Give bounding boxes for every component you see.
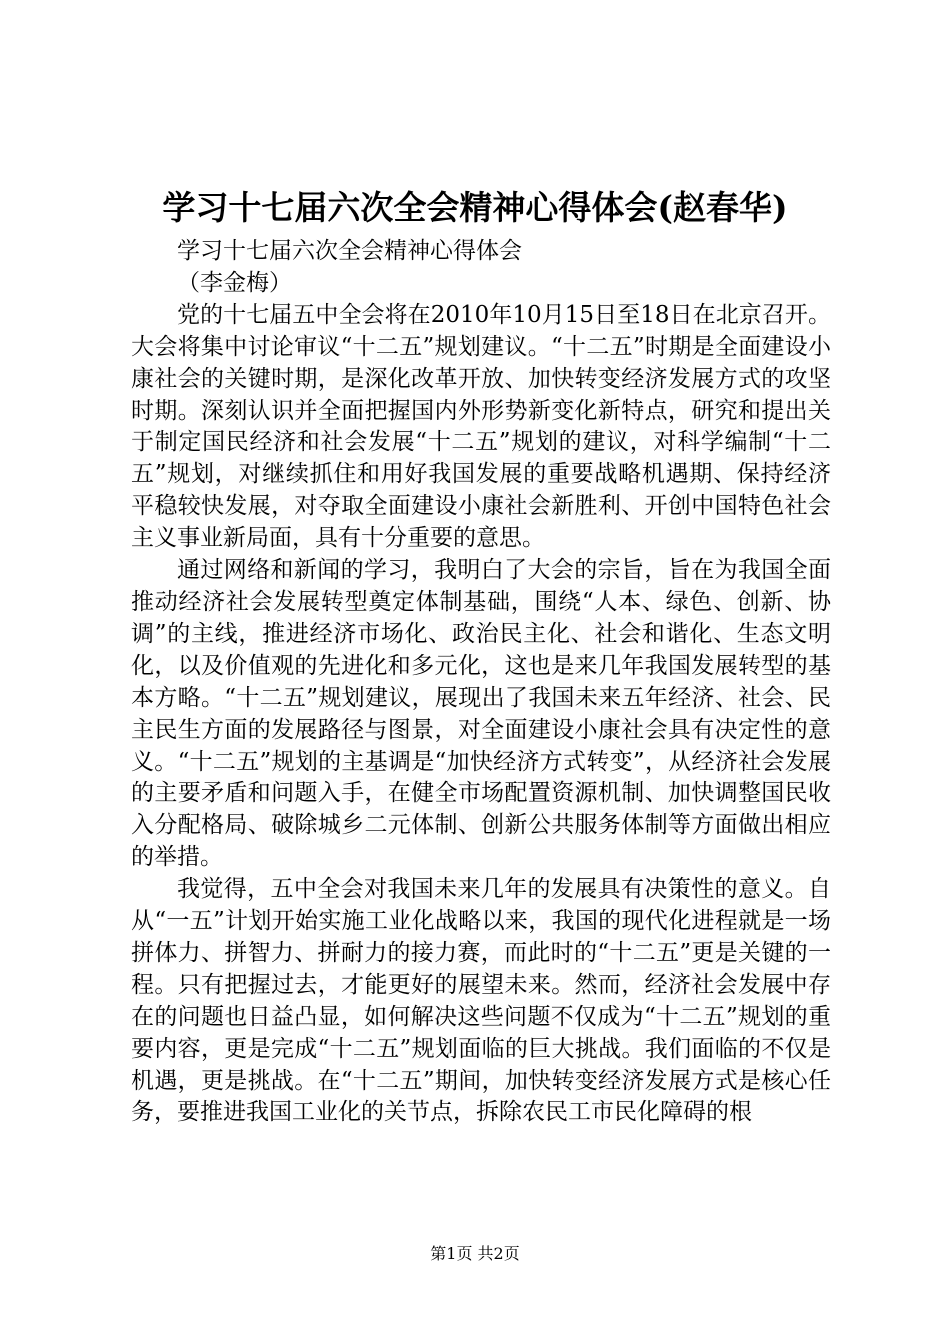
paragraph-1: 党的十七届五中全会将在2010年10月15日至18日在北京召开。大会将集中讨论审议“十二五”规划建议。“十二五”时期是全面建设小康社会的关键时期，是深化改革开放、加快转变经济发展方式的攻坚时期。深刻认识并全面把握国内外形势新变化新特点，研究和提出关于制定国民经济和社会发展“十二五”规划的建议，对科学编制“十二五”规划，对继续抓住和用好我国发展的重要战略机遇期、保持经济平稳较快发展，对夺取全面建设小康社会新胜利、开创中国特色社会主义事业新局面，具有十分重要的意思。: [131, 301, 831, 552]
document-subtitle: 学习十七届六次全会精神心得体会: [177, 238, 522, 264]
paragraph-2: 通过网络和新闻的学习，我明白了大会的宗旨，旨在为我国全面推动经济社会发展转型奠定体制基础，围绕“人本、绿色、创新、协调”的主线，推进经济市场化、政治民主化、社会和谐化、生态文明化，以及价值观的先进化和多元化，这也是来几年我国发展转型的基本方略。“十二五”规划建议，展现出了我国未来五年经济、社会、民主民生方面的发展路径与图景，对全面建设小康社会具有决定性的意义。“十二五”规划的主基调是“加快经济方式转变”，从经济社会发展的主要矛盾和问题入手，在健全市场配置资源机制、加快调整国民收入分配格局、破除城乡二元体制、创新公共服务体制等方面做出相应的举措。: [131, 557, 831, 871]
document-body: [131, 236, 831, 1129]
page-footer: 第1页 共2页: [430, 1244, 520, 1263]
document-title: 学习十七届六次全会精神心得体会(赵春华): [162, 188, 788, 227]
paragraph-3: 我觉得，五中全会对我国未来几年的发展具有决策性的意义。自从“一五”计划开始实施工业化战略以来，我国的现代化进程就是一场拼体力、拼智力、拼耐力的接力赛，而此时的“十二五”更是关键的一程。只有把握过去，才能更好的展望未来。然而，经济社会发展中存在的问题也日益凸显，如何解决这些问题不仅成为“十二五”规划的重要内容，更是完成“十二五”规划面临的巨大挑战。我们面临的不仅是机遇，更是挑战。在“十二五”期间，加快转变经济发展方式是核心任务，要推进我国工业化的关节点，拆除农民工市民化障碍的根: [131, 876, 831, 1126]
document-author: （李金梅）: [177, 269, 292, 296]
